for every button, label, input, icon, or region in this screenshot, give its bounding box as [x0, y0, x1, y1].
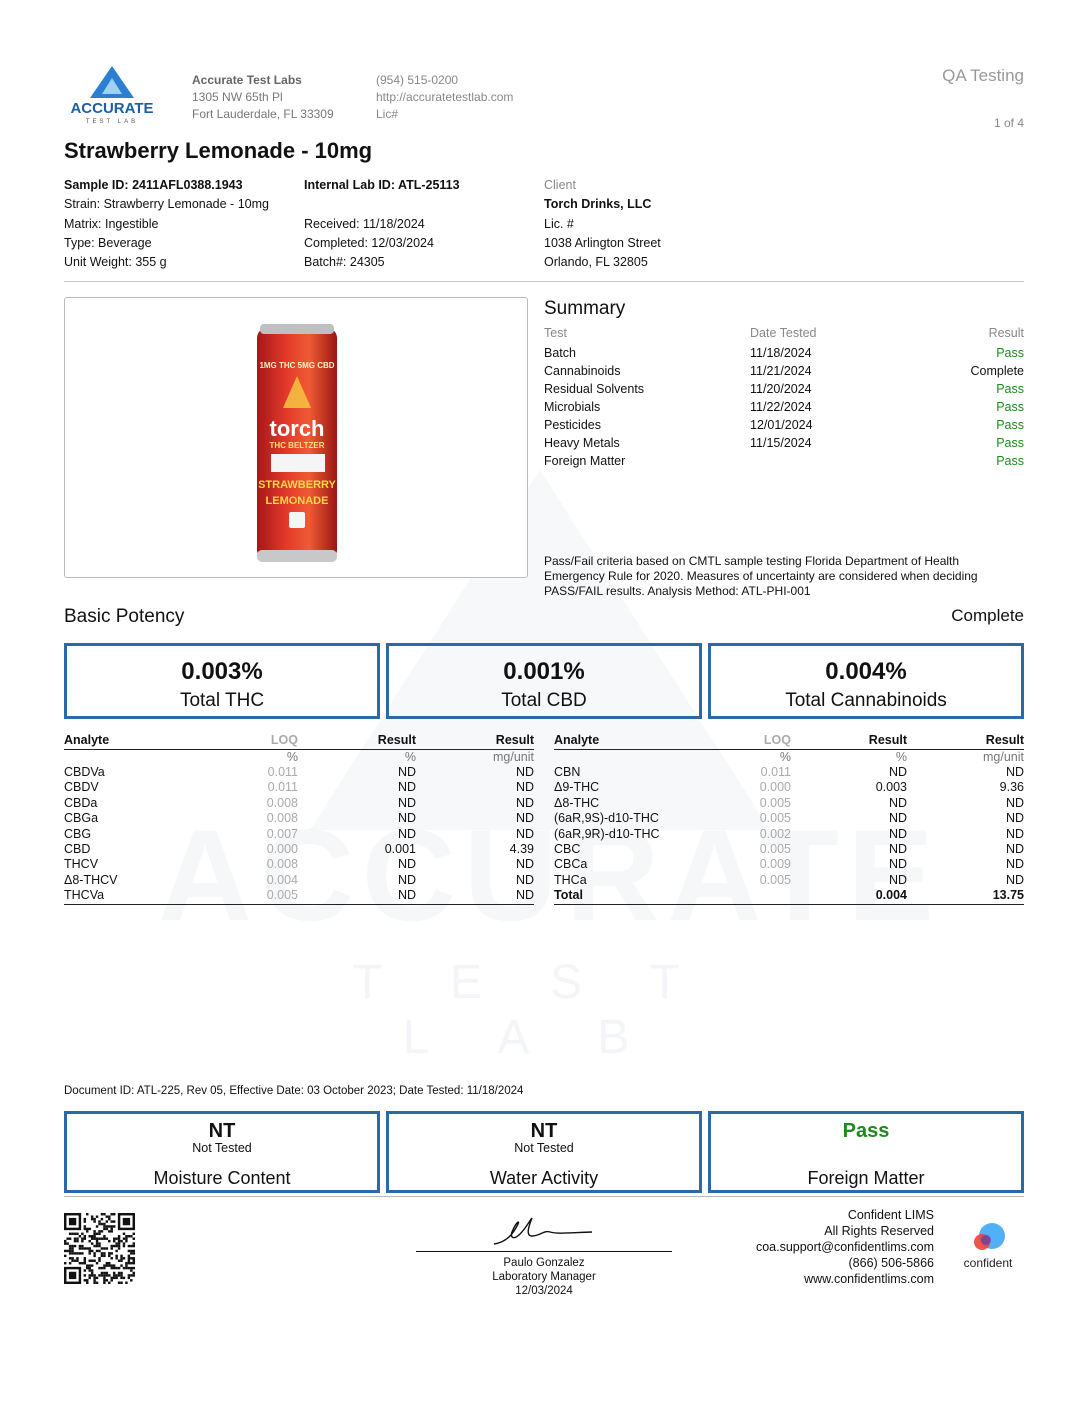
analyte-result-mg: ND: [1005, 872, 1024, 887]
table-row: [554, 811, 1024, 826]
analyte-loq: 0.005: [204, 888, 298, 904]
analyte-result-mg: ND: [1005, 857, 1024, 872]
received-date: Received: 11/18/2024: [304, 216, 425, 231]
col-result-mg: Result: [416, 733, 534, 749]
sample-info: [64, 176, 269, 272]
table-row: [554, 873, 1024, 888]
summary-result-residual-solvents: Pass: [996, 382, 1024, 396]
summary-results: [971, 344, 1025, 470]
analyte-result-pct: ND: [888, 872, 907, 887]
total-thc-value: 0.003%: [181, 658, 263, 685]
analyte-result-pct: 0.004: [791, 888, 907, 904]
signature-line: [416, 1251, 672, 1252]
analyte-result-pct: ND: [888, 857, 907, 872]
analyte-result-pct: ND: [397, 857, 416, 872]
foreign-matter-box: [708, 1111, 1024, 1193]
analyte-name: CBG: [64, 826, 92, 841]
total-cannabinoids-box: [708, 643, 1024, 719]
analyte-name: THCVa: [64, 888, 204, 904]
moisture-content-box: [64, 1111, 380, 1193]
summary-header-result: Result: [988, 326, 1024, 340]
summary-test-foreign-matter: Foreign Matter: [544, 454, 626, 468]
table-row: [64, 780, 534, 795]
analyte-result-pct: ND: [888, 826, 907, 841]
analyte-table-left: [64, 733, 534, 905]
confident-logo-text: confident: [963, 1256, 1013, 1270]
client-name: Torch Drinks, LLC: [544, 197, 652, 212]
analyte-name: Δ8-THC: [554, 795, 600, 810]
units-row: [64, 749, 534, 765]
analyte-result-mg: ND: [1005, 811, 1024, 826]
analyte-name: Total: [554, 888, 704, 904]
analyte-loq: 0.011: [267, 780, 298, 795]
summary-test-microbials: Microbials: [544, 400, 601, 414]
col-result-pct: Result: [791, 733, 907, 749]
document-type: QA Testing: [942, 66, 1024, 85]
signature-date: 12/03/2024: [515, 1285, 573, 1297]
col-analyte: Analyte: [554, 733, 704, 749]
analyte-result-mg: 9.36: [999, 780, 1024, 795]
analyte-result-mg: ND: [515, 780, 534, 795]
analyte-result-mg: ND: [1005, 795, 1024, 810]
client-street: 1038 Arlington Street: [544, 235, 661, 250]
moisture-content-label: Moisture Content: [153, 1168, 291, 1188]
analyte-result-pct: ND: [397, 872, 416, 887]
table-row: [554, 796, 1024, 811]
summary-date-cannabinoids: 11/18/2024: [750, 346, 812, 360]
col-result-pct: Result: [298, 733, 416, 749]
analyte-result-pct: 0.001: [384, 841, 416, 856]
summary-title: Summary: [544, 298, 626, 319]
analyte-loq: 0.000: [759, 780, 791, 795]
summary-test-cannabinoids: Cannabinoids: [544, 364, 621, 378]
analyte-loq: 0.005: [759, 841, 791, 856]
analyte-result-mg: ND: [1005, 841, 1024, 856]
summary-tests: [544, 344, 644, 470]
analyte-loq: 0.008: [266, 811, 298, 826]
lab-address-1: 1305 NW 65th Pl: [192, 90, 283, 104]
watermark-subtext: TEST LAB: [352, 956, 748, 1064]
qr-code[interactable]: [64, 1213, 135, 1284]
analyte-name: THCa: [554, 872, 587, 887]
water-activity-sub: Not Tested: [514, 1141, 574, 1155]
potency-title: Basic Potency: [64, 606, 185, 627]
analyte-result-mg: 4.39: [509, 841, 534, 856]
analyte-loq: 0.000: [266, 841, 298, 856]
unit-cell: %: [895, 749, 907, 764]
analyte-loq: 0.011: [267, 764, 298, 779]
water-activity-value: NT: [530, 1120, 558, 1142]
analyte-result-mg: ND: [515, 811, 534, 826]
table-row: [64, 857, 534, 872]
summary-test-pesticides: Pesticides: [544, 418, 601, 432]
batch-number: Batch#: 24305: [304, 255, 385, 270]
analyte-name: CBGa: [64, 811, 99, 826]
unit-cell: [554, 749, 704, 765]
analyte-result-pct: ND: [888, 841, 907, 856]
analyte-loq: 0.008: [266, 857, 298, 872]
analyte-loq: 0.002: [759, 826, 791, 841]
document-id: Document ID: ATL-225, Rev 05, Effective Date: 03 October 2023; Date Tested: 11/18/2024: [64, 1085, 524, 1097]
matrix: Matrix: Ingestible: [64, 216, 159, 231]
water-activity-box: [386, 1111, 702, 1193]
summary-date-microbials: 11/20/2024: [750, 382, 812, 396]
lims-email[interactable]: coa.support@confidentlims.com: [755, 1240, 934, 1254]
svg-text:ACCURATE: ACCURATE: [70, 100, 154, 117]
table-row: [554, 842, 1024, 857]
table-row: [64, 827, 534, 842]
analyte-result-pct: ND: [397, 826, 416, 841]
summary-result-batch: Pass: [996, 346, 1024, 360]
sample-id: Sample ID: 2411AFL0388.1943: [64, 178, 243, 192]
unit-cell: %: [779, 749, 791, 764]
summary-result-pesticides: Pass: [996, 418, 1024, 432]
table-row: [554, 827, 1024, 842]
water-activity-label: Water Activity: [489, 1168, 599, 1188]
total-thc-box: [64, 643, 380, 719]
table-row: [64, 873, 534, 888]
unit-cell: %: [286, 749, 298, 764]
lab-name: Accurate Test Labs: [192, 73, 302, 87]
lims-web[interactable]: www.confidentlims.com: [804, 1272, 934, 1286]
signatory-role: Laboratory Manager: [492, 1271, 596, 1283]
table-row: [554, 765, 1024, 780]
lims-rights: All Rights Reserved: [824, 1224, 934, 1238]
divider: [64, 281, 1024, 282]
svg-text:TEST LAB: TEST LAB: [85, 119, 139, 125]
analyte-name: CBC: [554, 841, 581, 856]
total-cannabinoids-value: 0.004%: [825, 658, 907, 685]
moisture-content-value: NT: [208, 1120, 236, 1142]
analyte-loq: 0.007: [266, 826, 298, 841]
col-loq: LOQ: [204, 733, 298, 749]
unit-cell: [64, 749, 204, 765]
table-row: [64, 842, 534, 857]
svg-text:1MG THC 5MG CBD: 1MG THC 5MG CBD: [259, 361, 335, 370]
analyte-name: CBDa: [64, 795, 98, 810]
moisture-content-sub: Not Tested: [192, 1141, 252, 1155]
type: Type: Beverage: [64, 235, 152, 250]
signatory-name: Paulo Gonzalez: [503, 1257, 585, 1269]
table-row: [64, 796, 534, 811]
units-row: [554, 749, 1024, 765]
analyte-table-right: [554, 733, 1024, 905]
col-loq: LOQ: [704, 733, 791, 749]
summary-test-heavy-metals: Heavy Metals: [544, 436, 620, 450]
table-row: [64, 811, 534, 826]
completed-date: Completed: 12/03/2024: [304, 235, 434, 250]
lab-license: Lic#: [376, 107, 399, 121]
analyte-result-pct: ND: [397, 811, 416, 826]
svg-text:THC BELTZER: THC BELTZER: [269, 441, 325, 450]
analyte-loq: [704, 888, 791, 904]
unit-cell: mg/unit: [493, 749, 534, 764]
summary-test-residual-solvents: Residual Solvents: [544, 382, 645, 396]
accurate-logo: [64, 64, 160, 126]
foreign-matter-label: Foreign Matter: [807, 1168, 925, 1188]
analyte-name: Δ8-THCV: [64, 872, 118, 887]
lab-info: [192, 72, 334, 123]
unit-weight: Unit Weight: 355 g: [64, 255, 167, 270]
product-image-frame: [64, 297, 528, 578]
table-row: [554, 888, 1024, 904]
strain: Strain: Strawberry Lemonade - 10mg: [64, 197, 269, 212]
summary-date-pesticides: 11/22/2024: [750, 400, 812, 414]
total-cbd-label: Total CBD: [501, 690, 587, 711]
analyte-loq: 0.011: [760, 764, 791, 779]
lab-address-2: Fort Lauderdale, FL 33309: [192, 107, 334, 121]
summary-date-heavy-metals: 12/01/2024: [750, 418, 813, 432]
summary-dates: [750, 344, 813, 452]
summary-result-heavy-metals: Pass: [996, 436, 1024, 450]
lab-website[interactable]: http://accuratetestlab.com: [376, 90, 514, 104]
summary-result-foreign-matter: Pass: [996, 454, 1024, 468]
summary-result-cannabinoids: Complete: [970, 364, 1024, 378]
analyte-result-pct: ND: [888, 811, 907, 826]
analyte-result-pct: ND: [298, 888, 416, 904]
analyte-name: (6aR,9R)-d10-THC: [554, 826, 660, 841]
analyte-name: (6aR,9S)-d10-THC: [554, 811, 659, 826]
signatory: [416, 1256, 672, 1298]
client-license: Lic. #: [544, 216, 574, 231]
footer-divider: [64, 1196, 1024, 1197]
table-row: [64, 765, 534, 780]
pass-fail-note: Pass/Fail criteria based on CMTL sample testing Florida Department of Health Emergency Rule for 2020. Measures of uncertainty are considered when deciding PASS/FAIL results. Analysis Method: ATL-PHI-001: [544, 554, 978, 598]
table-row: [64, 888, 534, 904]
product-can-image: [65, 298, 529, 579]
analyte-name: CBD: [64, 841, 91, 856]
client-info: [544, 176, 661, 272]
analyte-loq: 0.009: [759, 857, 791, 872]
lims-name: Confident LIMS: [847, 1208, 934, 1222]
analyte-result-mg: ND: [515, 826, 534, 841]
page-number: 1 of 4: [993, 116, 1024, 130]
analyte-result-mg: ND: [1005, 764, 1024, 779]
summary-test-batch: Batch: [544, 346, 576, 360]
unit-cell: mg/unit: [983, 749, 1024, 764]
analyte-name: CBCa: [554, 857, 588, 872]
analyte-result-mg: ND: [515, 872, 534, 887]
analyte-loq: 0.005: [759, 811, 791, 826]
analyte-loq: 0.005: [759, 872, 791, 887]
page-title: Strawberry Lemonade - 10mg: [64, 138, 373, 163]
summary-header-date: Date Tested: [750, 326, 817, 340]
analyte-name: CBDVa: [64, 764, 105, 779]
svg-text:STRAWBERRY: STRAWBERRY: [258, 479, 336, 491]
total-cannabinoids-label: Total Cannabinoids: [785, 690, 947, 711]
lims-phone: (866) 506-5866: [848, 1256, 934, 1270]
analyte-result-mg: ND: [416, 888, 534, 904]
analyte-result-pct: 0.003: [875, 780, 907, 795]
summary-result-microbials: Pass: [996, 400, 1024, 414]
svg-text:torch: torch: [269, 416, 325, 441]
analyte-result-pct: ND: [397, 780, 416, 795]
summary-date-foreign-matter: 11/15/2024: [750, 436, 812, 450]
analyte-result-mg: ND: [515, 795, 534, 810]
total-cbd-box: [386, 643, 702, 719]
analyte-result-mg: 13.75: [907, 888, 1024, 904]
table-row: [554, 780, 1024, 795]
lab-ids: [304, 176, 460, 272]
analyte-result-pct: ND: [397, 764, 416, 779]
analyte-result-pct: ND: [397, 795, 416, 810]
analyte-result-mg: ND: [1005, 826, 1024, 841]
svg-text:LEMONADE: LEMONADE: [265, 495, 329, 507]
total-cbd-value: 0.001%: [503, 658, 585, 685]
internal-lab-id: Internal Lab ID: ATL-25113: [304, 178, 460, 192]
summary-date-residual-solvents: 11/21/2024: [750, 364, 812, 378]
client-label: Client: [544, 178, 576, 192]
analyte-result-mg: ND: [515, 857, 534, 872]
analyte-loq: 0.005: [759, 795, 791, 810]
total-thc-label: Total THC: [179, 690, 265, 711]
col-analyte: Analyte: [64, 733, 204, 749]
table-row: [554, 857, 1024, 872]
foreign-matter-sub: [711, 1141, 1021, 1156]
lab-phone: (954) 515-0200: [376, 73, 459, 87]
foreign-matter-value: Pass: [842, 1120, 890, 1142]
analyte-name: CBN: [554, 764, 581, 779]
analyte-result-pct: ND: [888, 795, 907, 810]
analyte-result-pct: ND: [888, 764, 907, 779]
analyte-result-mg: ND: [515, 764, 534, 779]
summary-header-test: Test: [544, 326, 567, 340]
analyte-name: Δ9-THC: [554, 780, 600, 795]
lab-contact: [376, 72, 513, 123]
client-city: Orlando, FL 32805: [544, 255, 648, 270]
col-result-mg: Result: [907, 733, 1024, 749]
analyte-name: THCV: [64, 857, 99, 872]
analyte-loq: 0.004: [266, 872, 298, 887]
analyte-loq: 0.008: [266, 795, 298, 810]
unit-cell: %: [404, 749, 416, 764]
lims-info: [756, 1207, 934, 1287]
potency-status: Complete: [951, 606, 1024, 625]
analyte-name: CBDV: [64, 780, 99, 795]
signature-image: [488, 1214, 598, 1252]
